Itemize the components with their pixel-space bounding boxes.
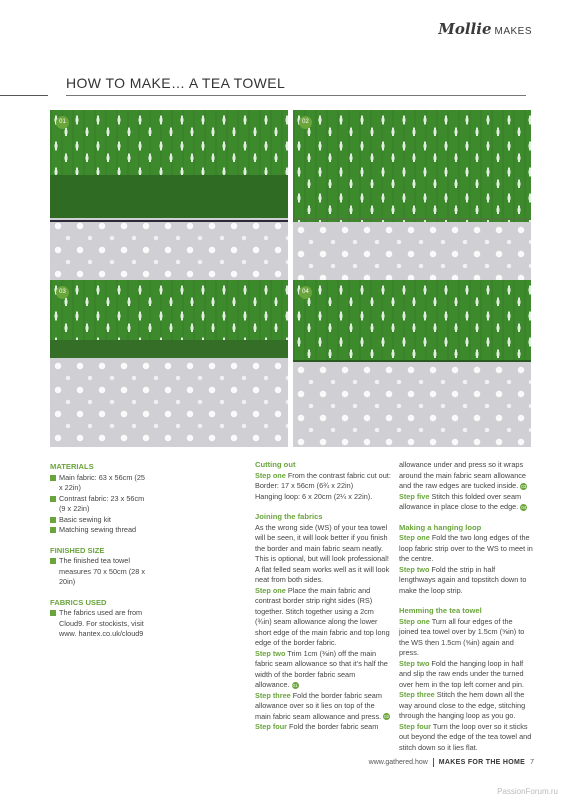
instructions-column-3 <box>399 460 533 753</box>
loop-step-one: Step one Fold the two long edges of the loop fabric strip over to the WS to meet in the centre. <box>399 533 533 563</box>
instructions-column-2 <box>255 460 391 733</box>
joining-step-one: Step one Place the main fabric and contrast border strip right sides (RS) together. Stitch together using a 2cm (¾in) seam allowance along the lower short edge of the main fabric and top long edge of the border fabric. <box>255 585 390 647</box>
photo-ref-badge: 01 <box>292 682 298 688</box>
left-rule <box>0 95 48 96</box>
brand-script: Mollie <box>438 20 492 38</box>
sidebar-column <box>50 462 150 640</box>
joining-step-four: Step four Fold the border fabric seam <box>255 722 379 731</box>
list-item: Main fabric: 63 x 56cm (25 x 22in) <box>50 473 150 494</box>
list-item: The fabrics used are from Cloud9. For stockists, visit www. hantex.co.uk/cloud9 <box>50 608 150 640</box>
joining-step-four-cont: allowance under and press so it wraps around the main fabric seam allowance and the raw edges are tucked inside. 03 <box>399 460 527 490</box>
footer-url[interactable]: www.gathered.how <box>368 759 428 766</box>
photo-number-badge: 02 <box>299 116 312 129</box>
photo-ref-badge: 02 <box>384 714 390 720</box>
list-item: Matching sewing thread <box>50 525 150 536</box>
title-rule <box>66 95 526 96</box>
joining-step-five: Step five Stitch this folded over seam allowance in place close to the edge. 04 <box>399 491 527 511</box>
footer-section: MAKES FOR THE HOME <box>438 759 526 766</box>
joining-step-two: Step two Trim 1cm (⅜in) off the main fabric seam allowance so that it's half the width of the border fabric seam allowance. 01 <box>255 648 388 689</box>
photo-step-01 <box>50 110 288 283</box>
joining-step-three: Step three Fold the border fabric seam allowance over so it lies on top of the main fabric seam allowance and press. 02 <box>255 690 390 721</box>
hemming-step-four: Step four Turn the loop over so it sticks out beyond the edge of the tea towel and stitch down so it lies flat. <box>399 721 532 752</box>
hemming-step-one: Step one Turn all four edges of the joined tea towel over by 1.5cm (⅝in) to the WS then 1.5cm (⅝in) again and press. <box>399 616 525 657</box>
footer-divider <box>433 758 434 767</box>
materials-heading: MATERIALS <box>50 462 94 471</box>
photo-ref-badge: 03 <box>521 483 527 489</box>
cutting-out-heading: Cutting out <box>255 460 296 469</box>
list-item: Basic sewing kit <box>50 515 150 526</box>
hemming-step-two: Step two Fold the hanging loop in half and slip the raw ends under the turned over hem in the top left corner and pin. <box>399 658 524 689</box>
photo-number-badge: 03 <box>56 286 69 299</box>
joining-heading: Joining the fabrics <box>255 512 323 521</box>
photo-step-03 <box>50 280 288 447</box>
page-number: 7 <box>530 759 534 766</box>
brand-caps: MAKES <box>494 26 532 37</box>
list-item: The finished tea towel measures 70 x 50cm (28 x 20in) <box>50 556 150 588</box>
photo-step-04 <box>293 280 531 447</box>
loop-step-two: Step two Fold the strip in half lengthways again and topstitch down to make the loop strip. <box>399 564 527 595</box>
hemming-step-three: Step three Stitch the hem down all the way around close to the edge, stitching through the hanging loop as you go. <box>399 690 526 720</box>
loop-heading: Making a hanging loop <box>399 522 482 532</box>
photo-number-badge: 04 <box>299 286 312 299</box>
page-footer <box>369 758 534 767</box>
cutting-border-line: Border: 17 x 56cm (6¾ x 22in) <box>255 481 354 490</box>
finished-size-heading: FINISHED SIZE <box>50 545 105 555</box>
brand-logo <box>438 20 532 38</box>
page-title: HOW TO MAKE… A TEA TOWEL <box>66 75 286 91</box>
cutting-loop-line: Hanging loop: 6 x 20cm (2¼ x 22in). <box>255 491 373 501</box>
hemming-heading: Hemming the tea towel <box>399 606 482 615</box>
joining-intro: As the wrong side (WS) of your tea towel will be seen, it will look better if you finish the border and main fabric seam neatly. This is optional, but will look professional! A flat felled seam works well as it will look neat from both sides. <box>255 522 390 584</box>
photo-ref-badge: 04 <box>521 504 527 510</box>
photo-step-02 <box>293 110 531 283</box>
photo-number-badge: 01 <box>56 116 69 129</box>
list-item: Contrast fabric: 23 x 56cm (9 x 22in) <box>50 494 150 515</box>
cutting-step-one: Step one From the contrast fabric cut out: <box>255 470 391 480</box>
fabrics-used-heading: FABRICS USED <box>50 597 107 607</box>
watermark: PassionForum.ru <box>497 787 558 796</box>
